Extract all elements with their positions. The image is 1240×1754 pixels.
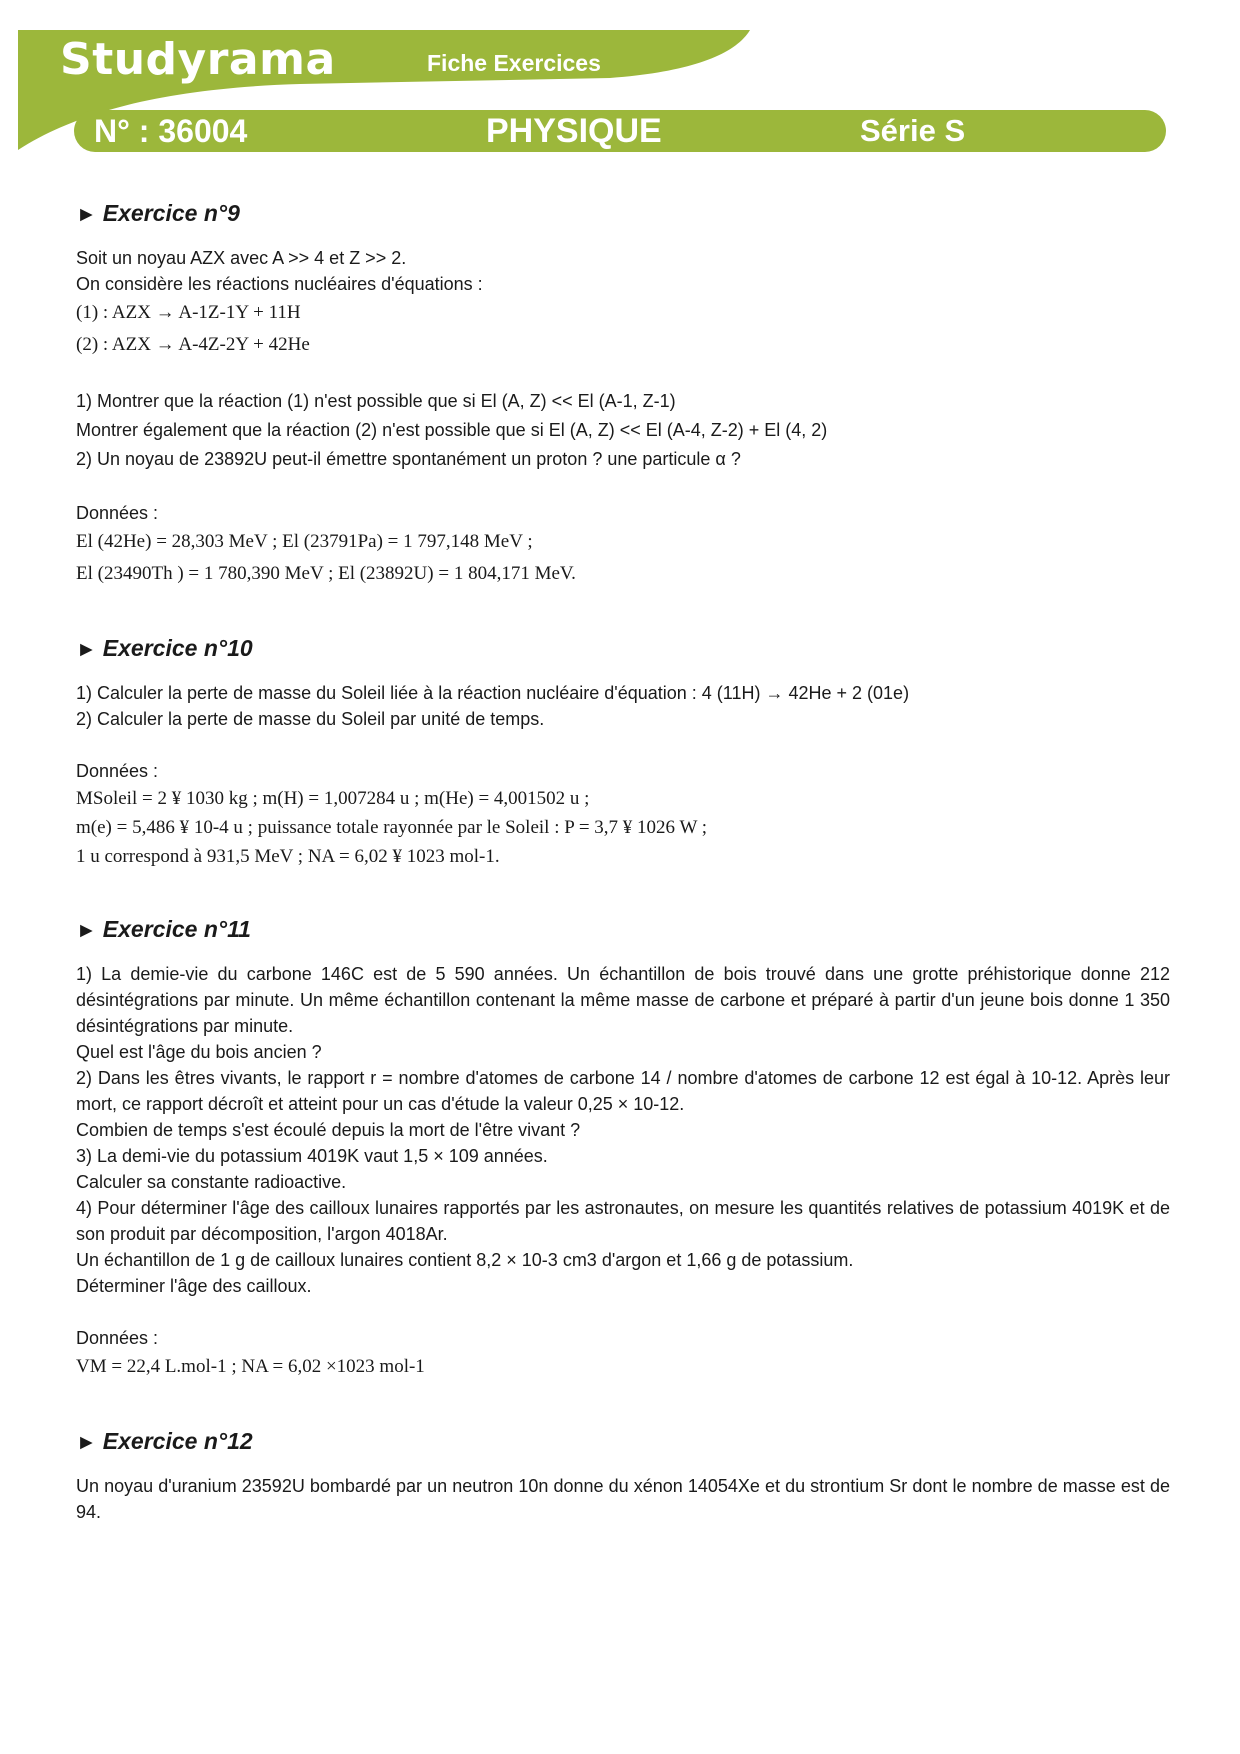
- brand-logo: Studyrama: [60, 34, 336, 85]
- arrow-right-icon: ►: [76, 203, 97, 226]
- question-line: Montrer également que la réaction (2) n'est possible que si El (A, Z) << El (A-4, Z-2) + El (4, 2): [76, 420, 828, 440]
- subject-title: PHYSIQUE: [486, 112, 662, 150]
- equation-line: (1) : AZX → A-1Z-1Y + 11H: [76, 302, 301, 323]
- question-line: 2) Calculer la perte de masse du Soleil par unité de temps.: [76, 709, 545, 729]
- question-line: 2) Dans les êtres vivants, le rapport r = nombre d'atomes de carbone 14 / nombre d'atomes de carbone 12 est égal à 10-12. Après leur mort, ce rapport décroît et atteint pour un cas d'étude la valeur 0,25 × 10-12.: [76, 1068, 1170, 1114]
- data-heading: Données :: [76, 1328, 159, 1348]
- equation-line: (2) : AZX → A-4Z-2Y + 42He: [76, 334, 310, 355]
- arrow-right-icon: ►: [76, 1431, 97, 1454]
- question-line: 1) La demie-vie du carbone 146C est de 5 590 années. Un échantillon de bois trouvé dans une grotte préhistorique donne 212 désintégrations par minute. Un même échantillon contenant la même masse de carbone et préparé à partir d'un jeune bois donne 1 350 désintégrations par minute.: [76, 964, 1170, 1036]
- arrow-right-icon: ►: [76, 919, 97, 942]
- data-heading: Données :: [76, 761, 159, 781]
- data-line: 1 u correspond à 931,5 MeV ; NA = 6,02 ¥ 1023 mol-1.: [76, 846, 500, 867]
- question-line: 1) Calculer la perte de masse du Soleil liée à la réaction nucléaire d'équation : 4 (11H) → 42He + 2 (01e): [76, 683, 910, 703]
- exercise-heading: ► Exercice n°10: [76, 635, 253, 661]
- question-line: Combien de temps s'est écoulé depuis la mort de l'être vivant ?: [76, 1120, 581, 1140]
- series-label: Série S: [860, 113, 966, 148]
- data-line: MSoleil = 2 ¥ 1030 kg ; m(H) = 1,007284 u ; m(He) = 4,001502 u ;: [76, 788, 590, 809]
- data-line: VM = 22,4 L.mol-1 ; NA = 6,02 ×1023 mol-1: [76, 1356, 425, 1377]
- exercise-heading: ► Exercice n°9: [76, 200, 240, 226]
- question-line: 4) Pour déterminer l'âge des cailloux lunaires rapportés par les astronautes, on mesure les quantités relatives de potassium 4019K et de son produit par décomposition, l'argon 4018Ar.: [76, 1198, 1170, 1244]
- question-line: Calculer sa constante radioactive.: [76, 1172, 347, 1192]
- sheet-number: N° : 36004: [94, 113, 248, 149]
- question-line: Quel est l'âge du bois ancien ?: [76, 1042, 322, 1062]
- exercise-content: [76, 195, 1170, 1525]
- doc-type-label: Fiche Exercices: [427, 50, 601, 76]
- question-line: Déterminer l'âge des cailloux.: [76, 1276, 312, 1296]
- exercise-heading: ► Exercice n°11: [76, 916, 251, 942]
- exercise-heading: ► Exercice n°12: [76, 1428, 253, 1454]
- question-line: 2) Un noyau de 23892U peut-il émettre spontanément un proton ? une particule α ?: [76, 449, 741, 469]
- arrow-right-icon: ►: [76, 638, 97, 661]
- title-band: [74, 110, 1166, 152]
- question-line: 3) La demi-vie du potassium 4019K vaut 1,5 × 109 années.: [76, 1146, 548, 1166]
- question-line: Un noyau d'uranium 23592U bombardé par un neutron 10n donne du xénon 14054Xe et du strontium Sr dont le nombre de masse est de 94.: [76, 1476, 1170, 1522]
- data-line: m(e) = 5,486 ¥ 10-4 u ; puissance totale rayonnée par le Soleil : P = 3,7 ¥ 1026 W ;: [76, 817, 708, 838]
- data-heading: Données :: [76, 503, 159, 523]
- data-line: El (42He) = 28,303 MeV ; El (23791Pa) = 1 797,148 MeV ;: [76, 531, 533, 552]
- text-line: On considère les réactions nucléaires d'équations :: [76, 274, 483, 294]
- question-line: 1) Montrer que la réaction (1) n'est possible que si El (A, Z) << El (A-1, Z-1): [76, 391, 676, 411]
- question-line: Un échantillon de 1 g de cailloux lunaires contient 8,2 × 10-3 cm3 d'argon et 1,66 g de potassium.: [76, 1250, 854, 1270]
- data-line: El (23490Th ) = 1 780,390 MeV ; El (23892U) = 1 804,171 MeV.: [76, 563, 576, 584]
- text-line: Soit un noyau AZX avec A >> 4 et Z >> 2.: [76, 248, 407, 268]
